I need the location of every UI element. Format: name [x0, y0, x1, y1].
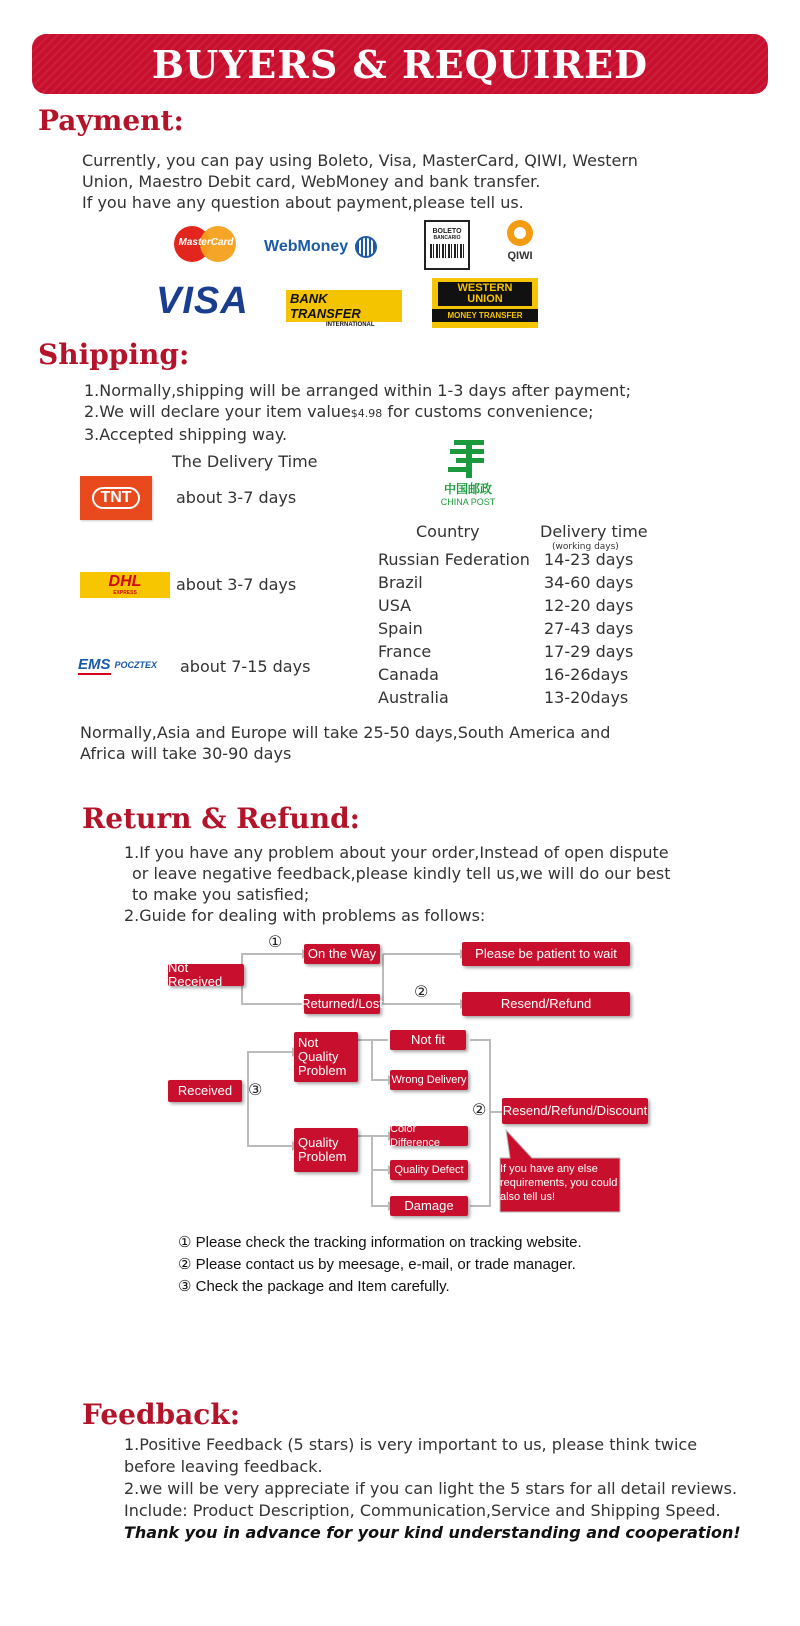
qiwi-logo: QIWI — [500, 220, 540, 268]
refund-notes: ① Please check the tracking information on tracking website. ② Please contact us by meesage, e-mail, or trade manager. ③ Check the package and Item carefully. — [178, 1234, 582, 1295]
flow-marker-2: ② — [414, 982, 429, 1001]
boleto-logo: BOLETO BANCARIO — [424, 220, 470, 270]
flow-marker-3: ③ — [248, 1080, 263, 1099]
feedback-text: 1.Positive Feedback (5 stars) is very important to us, please think twice before leaving feedback. 2.we will be very appreciate if you can light the 5 stars for all detail reviews. Include: Product Description, Communication,Service and Shipping Speed. Thank you in advance for your kind understanding and cooperation! — [124, 1435, 741, 1542]
declared-value: $4.98 — [350, 407, 383, 420]
flow-color-difference: Color Difference — [390, 1126, 468, 1146]
dhl-time: about 3-7 days — [176, 575, 297, 594]
payment-heading: Payment: — [38, 104, 184, 137]
feedback-heading: Feedback: — [82, 1398, 241, 1431]
tnt-logo: TNT — [80, 476, 152, 520]
ems-logo: EMS POCZTEX — [78, 655, 158, 673]
flow-on-the-way: On the Way — [304, 944, 380, 964]
mastercard-logo: MasterCard — [174, 226, 238, 262]
flow-quality-problem: Quality Problem — [294, 1128, 358, 1172]
visa-logo: VISA — [156, 280, 249, 322]
flow-returned-lost: Returned/Lost — [304, 994, 380, 1014]
china-post-icon — [446, 436, 490, 480]
delivery-table — [378, 550, 648, 711]
shipping-line: 2.We will declare your item value$4.98 for customs convenience; — [84, 402, 594, 421]
payment-line: Currently, you can pay using Boleto, Visa, MasterCard, QIWI, Western — [82, 151, 638, 170]
flow-be-patient: Please be patient to wait — [462, 942, 630, 966]
flow-damage: Damage — [390, 1196, 468, 1216]
shipping-line: 1.Normally,shipping will be arranged within 1-3 days after payment; — [84, 381, 631, 400]
dhl-logo: DHL EXPRESS — [80, 572, 170, 598]
delivery-time-label: The Delivery Time — [172, 452, 318, 471]
flow-else-requirements: If you have any else requirements, you could also tell us! — [500, 1163, 618, 1203]
flow-received: Received — [168, 1080, 242, 1102]
table-row: Brazil 34-60 days — [378, 573, 634, 592]
table-header-time: Delivery time — [540, 522, 648, 541]
header-banner — [32, 34, 768, 94]
payment-line: Union, Maestro Debit card, WebMoney and bank transfer. — [82, 172, 541, 191]
flow-wrong-delivery: Wrong Delivery — [390, 1070, 468, 1090]
bank-transfer-logo: BANK TRANSFER INTERNATIONAL — [286, 290, 402, 316]
table-row: Australia 13-20days — [378, 688, 629, 707]
refund-text: 1.If you have any problem about your order,Instead of open dispute or leave negative feedback,please kindly tell us,we will do our best to make you satisfied; 2.Guide for dealing with problems as follows: — [124, 843, 671, 925]
table-row: Spain 27-43 days — [378, 619, 634, 638]
flow-not-quality-problem: Not Quality Problem — [294, 1032, 358, 1082]
ems-time: about 7-15 days — [180, 657, 311, 676]
table-header-country: Country — [416, 522, 480, 541]
flow-marker-1: ① — [268, 932, 283, 951]
table-row: Canada 16-26days — [378, 665, 629, 684]
flow-quality-defect: Quality Defect — [390, 1160, 468, 1180]
flow-resend-refund: Resend/Refund — [462, 992, 630, 1016]
tnt-time: about 3-7 days — [176, 488, 297, 507]
payment-text — [82, 150, 638, 213]
webmoney-logo: WebMoney — [264, 236, 377, 258]
shipping-line: 3.Accepted shipping way. — [84, 425, 288, 444]
flow-marker-2b: ② — [472, 1100, 487, 1119]
shipping-note: Normally,Asia and Europe will take 25-50 days,South America and Africa will take 30-90 days — [80, 723, 611, 763]
table-row: France 17-29 days — [378, 642, 634, 661]
flow-not-fit: Not fit — [390, 1030, 466, 1050]
western-union-logo: WESTERN UNION MONEY TRANSFER — [432, 278, 538, 328]
table-header-time-sub: (working days) — [552, 542, 619, 552]
table-row: USA 12-20 days — [378, 596, 634, 615]
china-post-logo: 中国邮政 CHINA POST — [436, 436, 500, 514]
flow-resend-refund-discount: Resend/Refund/Discount — [502, 1098, 648, 1124]
shipping-heading: Shipping: — [38, 338, 190, 371]
shipping-text — [84, 380, 631, 445]
payment-line: If you have any question about payment,please tell us. — [82, 193, 524, 212]
banner-title: BUYERS & REQUIRED — [151, 41, 649, 87]
flow-not-received: Not Received — [168, 964, 244, 986]
table-row: Russian Federation 14-23 days — [378, 550, 634, 569]
refund-heading: Return & Refund: — [82, 802, 361, 835]
